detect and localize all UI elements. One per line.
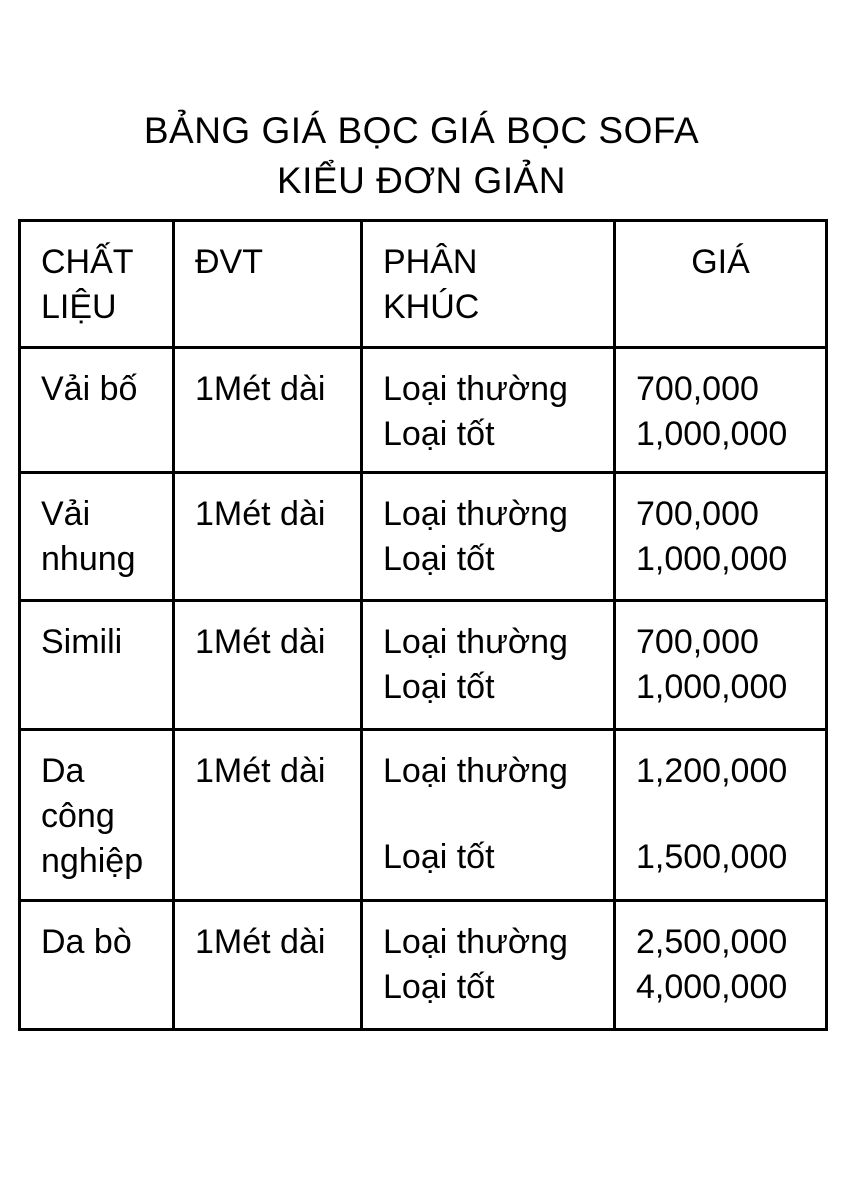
segment-cell-lines (383, 492, 603, 582)
price-cell-line: 700,000 (636, 494, 759, 533)
price-cell (615, 347, 827, 472)
unit-cell: 1Mét dài (174, 900, 362, 1029)
segment-cell (362, 472, 615, 600)
price-cell (615, 900, 827, 1029)
segment-cell-line: Loại tốt (383, 838, 495, 876)
unit-cell: 1Mét dài (174, 472, 362, 600)
material-cell: Simili (20, 600, 174, 729)
table-row (20, 729, 827, 900)
segment-cell (362, 600, 615, 729)
segment-cell-line: Loại thường (383, 751, 568, 790)
header-price (615, 220, 827, 347)
segment-cell-line: Loại thường (383, 369, 568, 408)
header-row (20, 220, 827, 347)
table-row (20, 472, 827, 600)
material-cell: Da công nghiệp (20, 729, 174, 900)
price-cell-line: 1,000,000 (636, 414, 788, 453)
price-cell (615, 600, 827, 729)
price-cell (615, 729, 827, 900)
material-cell: Vải nhung (20, 472, 174, 600)
segment-cell-line: Loại tốt (383, 414, 495, 453)
header-segment (362, 220, 615, 347)
segment-cell-lines (383, 920, 603, 1010)
segment-cell-lines (383, 620, 603, 710)
segment-cell-lines (383, 749, 603, 880)
price-cell-line: 1,500,000 (636, 838, 788, 876)
price-cell (615, 472, 827, 600)
table-row (20, 347, 827, 472)
segment-cell-lines (383, 367, 603, 457)
header-material-label: CHẤT LIỆU (41, 242, 133, 326)
segment-cell-line: Loại thường (383, 622, 568, 661)
segment-cell (362, 900, 615, 1029)
page-title-line1: BẢNG GIÁ BỌC GIÁ BỌC SOFA (143, 110, 700, 151)
segment-cell-line: Loại tốt (383, 967, 495, 1006)
page-title (0, 106, 843, 206)
price-table-body (20, 347, 827, 1029)
price-cell-line: 1,200,000 (636, 751, 788, 790)
material-cell: Vải bố (20, 347, 174, 472)
price-cell-line: 700,000 (636, 622, 759, 661)
price-cell-line: 700,000 (636, 369, 759, 408)
table-row (20, 900, 827, 1029)
price-cell-lines (636, 920, 815, 1010)
header-unit (174, 220, 362, 347)
price-cell-lines (636, 492, 815, 582)
price-cell-line: 2,500,000 (636, 922, 788, 961)
price-cell-line: 4,000,000 (636, 967, 788, 1006)
segment-cell (362, 347, 615, 472)
page-title-line2: KIỂU ĐƠN GIẢN (276, 159, 567, 201)
price-cell-lines (636, 620, 815, 710)
unit-cell: 1Mét dài (174, 347, 362, 472)
header-segment-label: PHÂN KHÚC (383, 242, 480, 326)
price-cell-lines (636, 749, 815, 880)
price-cell-line: 1,000,000 (636, 667, 788, 706)
segment-cell-line: Loại tốt (383, 667, 495, 706)
price-cell-lines (636, 367, 815, 457)
price-table (18, 219, 828, 1031)
price-cell-line: 1,000,000 (636, 539, 788, 578)
header-price-label: GIÁ (691, 242, 750, 281)
segment-cell-line: Loại tốt (383, 539, 495, 578)
unit-cell: 1Mét dài (174, 729, 362, 900)
segment-cell-line: Loại thường (383, 494, 568, 533)
header-unit-label: ĐVT (195, 242, 263, 281)
header-material (20, 220, 174, 347)
segment-cell-line: Loại thường (383, 922, 568, 961)
material-cell: Da bò (20, 900, 174, 1029)
price-table-header (20, 220, 827, 347)
unit-cell: 1Mét dài (174, 600, 362, 729)
table-row (20, 600, 827, 729)
segment-cell (362, 729, 615, 900)
